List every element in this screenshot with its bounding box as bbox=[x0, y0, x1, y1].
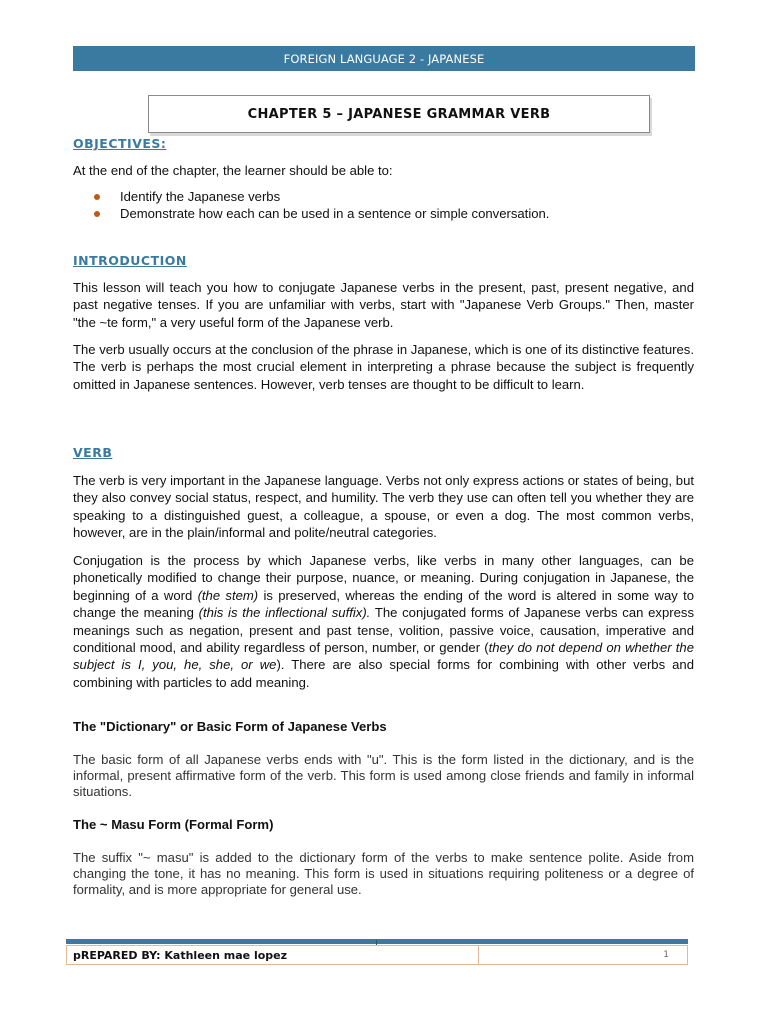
chapter-title-box bbox=[148, 95, 650, 133]
introduction-heading: INTRODUCTION bbox=[73, 253, 187, 268]
introduction-paragraph-2: The verb usually occurs at the conclusion of the phrase in Japanese, which is one of its distinctive features. The verb is perhaps the most crucial element in interpreting a phrase because the subject is frequently omitted in Japanese sentences. However, verb tenses are thought to be difficult to learn. bbox=[73, 342, 694, 392]
verb-paragraph-2: Conjugation is the process by which Japanese verbs, like verbs in many other languages, can be phonetically modified to change their purpose, nuance, or meaning. During conjugation in Japanese, the beginning of a word (the stem) is preserved, whereas the ending of the word is altered in some way to change the meaning (this is the inflectional suffix). The conjugated forms of Japanese verbs can express meanings such as negation, present and past tense, volition, passive voice, causation, imperative and conditional mood, and ability regardless of person, number, or gender (they do not depend on whether the subject is I, you, he, she, or we). There are also special forms for combining with other verbs and combining with particles to add meaning. bbox=[73, 553, 695, 690]
footer-rule bbox=[66, 939, 688, 944]
footer bbox=[66, 945, 688, 965]
objectives-heading: OBJECTIVES: bbox=[73, 136, 167, 151]
document-header-title: FOREIGN LANGUAGE 2 - JAPANESE bbox=[283, 51, 485, 66]
list-item: Demonstrate how each can be used in a sentence or simple conversation. bbox=[73, 205, 694, 222]
bullet-icon bbox=[94, 194, 100, 200]
chapter-title: CHAPTER 5 – JAPANESE GRAMMAR VERB bbox=[247, 106, 551, 122]
objectives-list bbox=[73, 188, 694, 222]
bullet-icon bbox=[94, 211, 100, 217]
header-bar bbox=[73, 46, 695, 71]
list-item: Identify the Japanese verbs bbox=[73, 188, 694, 205]
page-number: 1 bbox=[663, 950, 669, 960]
introduction-paragraph-1: This lesson will teach you how to conjugate Japanese verbs in the present, past, present negative, and past negative tenses. If you are unfamiliar with verbs, start with "Japanese Verb Groups." Then, master "the ~te form," a very useful form of the Japanese verb. bbox=[73, 280, 694, 330]
dictionary-form-heading: The "Dictionary" or Basic Form of Japanese Verbs bbox=[73, 719, 387, 734]
prepared-by: pREPARED BY: Kathleen mae lopez bbox=[67, 946, 479, 964]
objectives-intro: At the end of the chapter, the learner should be able to: bbox=[73, 163, 393, 178]
masu-form-text: The suffix "~ masu" is added to the dictionary form of the verbs to make sentence polite. Aside from changing the tone, it has no meaning. This form is used in situations requiring politeness or a degree of formality, and is more appropriate for general use. bbox=[73, 850, 694, 897]
masu-form-heading: The ~ Masu Form (Formal Form) bbox=[73, 817, 274, 832]
verb-heading: VERB bbox=[73, 445, 113, 460]
dictionary-form-text: The basic form of all Japanese verbs ends with "u". This is the form listed in the dictionary, and is the informal, present affirmative form of the verb. This form is used among close friends and family in informal situations. bbox=[73, 752, 694, 799]
verb-paragraph-1: The verb is very important in the Japanese language. Verbs not only express actions or states of being, but they also convey social status, respect, and humility. The verb they use can often tell you whether they are speaking to a distinguished guest, a colleague, a spouse, or even a dog. The most common verbs, however, are in the plain/informal and polite/neutral categories. bbox=[73, 473, 694, 541]
